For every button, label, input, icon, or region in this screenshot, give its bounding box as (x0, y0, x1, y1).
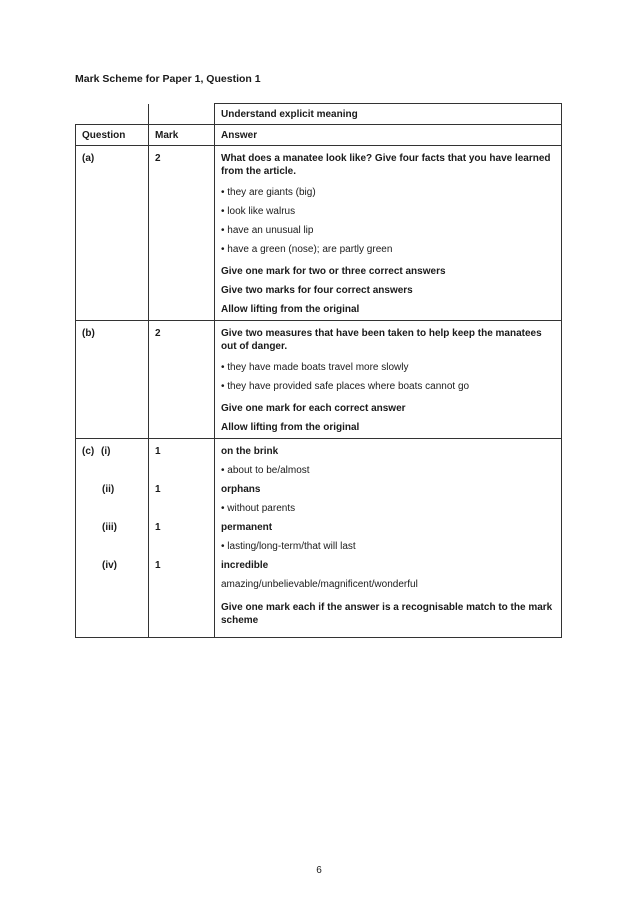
column-header-row (76, 125, 562, 146)
question-label: (b) (76, 321, 149, 439)
mark-value: 1 (155, 446, 161, 457)
table-row (76, 321, 562, 439)
vocab-meaning: • about to be/almost (221, 465, 310, 476)
part-label: (iv) (102, 560, 117, 571)
marking-guidance: Give two marks for four correct answers (221, 285, 413, 296)
page-title: Mark Scheme for Paper 1, Question 1 (75, 73, 261, 85)
part-label: (iii) (102, 522, 117, 533)
skill-heading: Understand explicit meaning (215, 104, 562, 125)
table-top-header-row (76, 104, 562, 125)
mark-value: 2 (149, 321, 215, 439)
marking-guidance: Allow lifting from the original (221, 304, 360, 315)
mark-scheme-table (75, 103, 562, 638)
answer-cell (215, 439, 562, 638)
part-label: (i) (101, 446, 111, 457)
column-header-question: Question (76, 125, 149, 146)
answer-item: • they have made boats travel more slowly (221, 362, 409, 373)
answer-cell (215, 321, 562, 439)
question-label: (c) (82, 446, 95, 457)
question-label: (a) (76, 146, 149, 321)
question-label-cell (76, 439, 149, 638)
column-header-mark: Mark (149, 125, 215, 146)
vocab-word: permanent (221, 522, 273, 533)
vocab-word: on the brink (221, 446, 279, 457)
answer-item: • have an unusual lip (221, 225, 314, 236)
question-prompt: What does a manatee look like? Give four facts that you have learned from the article. (221, 153, 551, 177)
table-row (76, 439, 562, 638)
answer-item: • they are giants (big) (221, 187, 316, 198)
marking-guidance: Give one mark each if the answer is a recognisable match to the mark scheme (221, 602, 553, 626)
answer-item: • they have provided safe places where boats cannot go (221, 381, 470, 392)
mark-value: 1 (155, 484, 161, 495)
mark-value: 1 (155, 522, 161, 533)
answer-cell (215, 146, 562, 321)
marking-guidance: Allow lifting from the original (221, 422, 360, 433)
question-prompt: Give two measures that have been taken to help keep the manatees out of danger. (221, 328, 542, 352)
vocab-word: orphans (221, 484, 261, 495)
mark-value: 1 (155, 560, 161, 571)
mark-value: 2 (149, 146, 215, 321)
part-label: (ii) (102, 484, 115, 495)
vocab-word: incredible (221, 560, 269, 571)
mark-cell (149, 439, 215, 638)
marking-guidance: Give one mark for each correct answer (221, 403, 406, 414)
vocab-meaning: • lasting/long-term/that will last (221, 541, 356, 552)
column-header-answer: Answer (215, 125, 562, 146)
vocab-meaning: amazing/unbelievable/magnificent/wonderful (221, 579, 418, 590)
vocab-meaning: • without parents (221, 503, 296, 514)
answer-item: • have a green (nose); are partly green (221, 244, 393, 255)
table-row (76, 146, 562, 321)
answer-item: • look like walrus (221, 206, 296, 217)
page-number: 6 (316, 865, 322, 876)
marking-guidance: Give one mark for two or three correct answers (221, 266, 446, 277)
